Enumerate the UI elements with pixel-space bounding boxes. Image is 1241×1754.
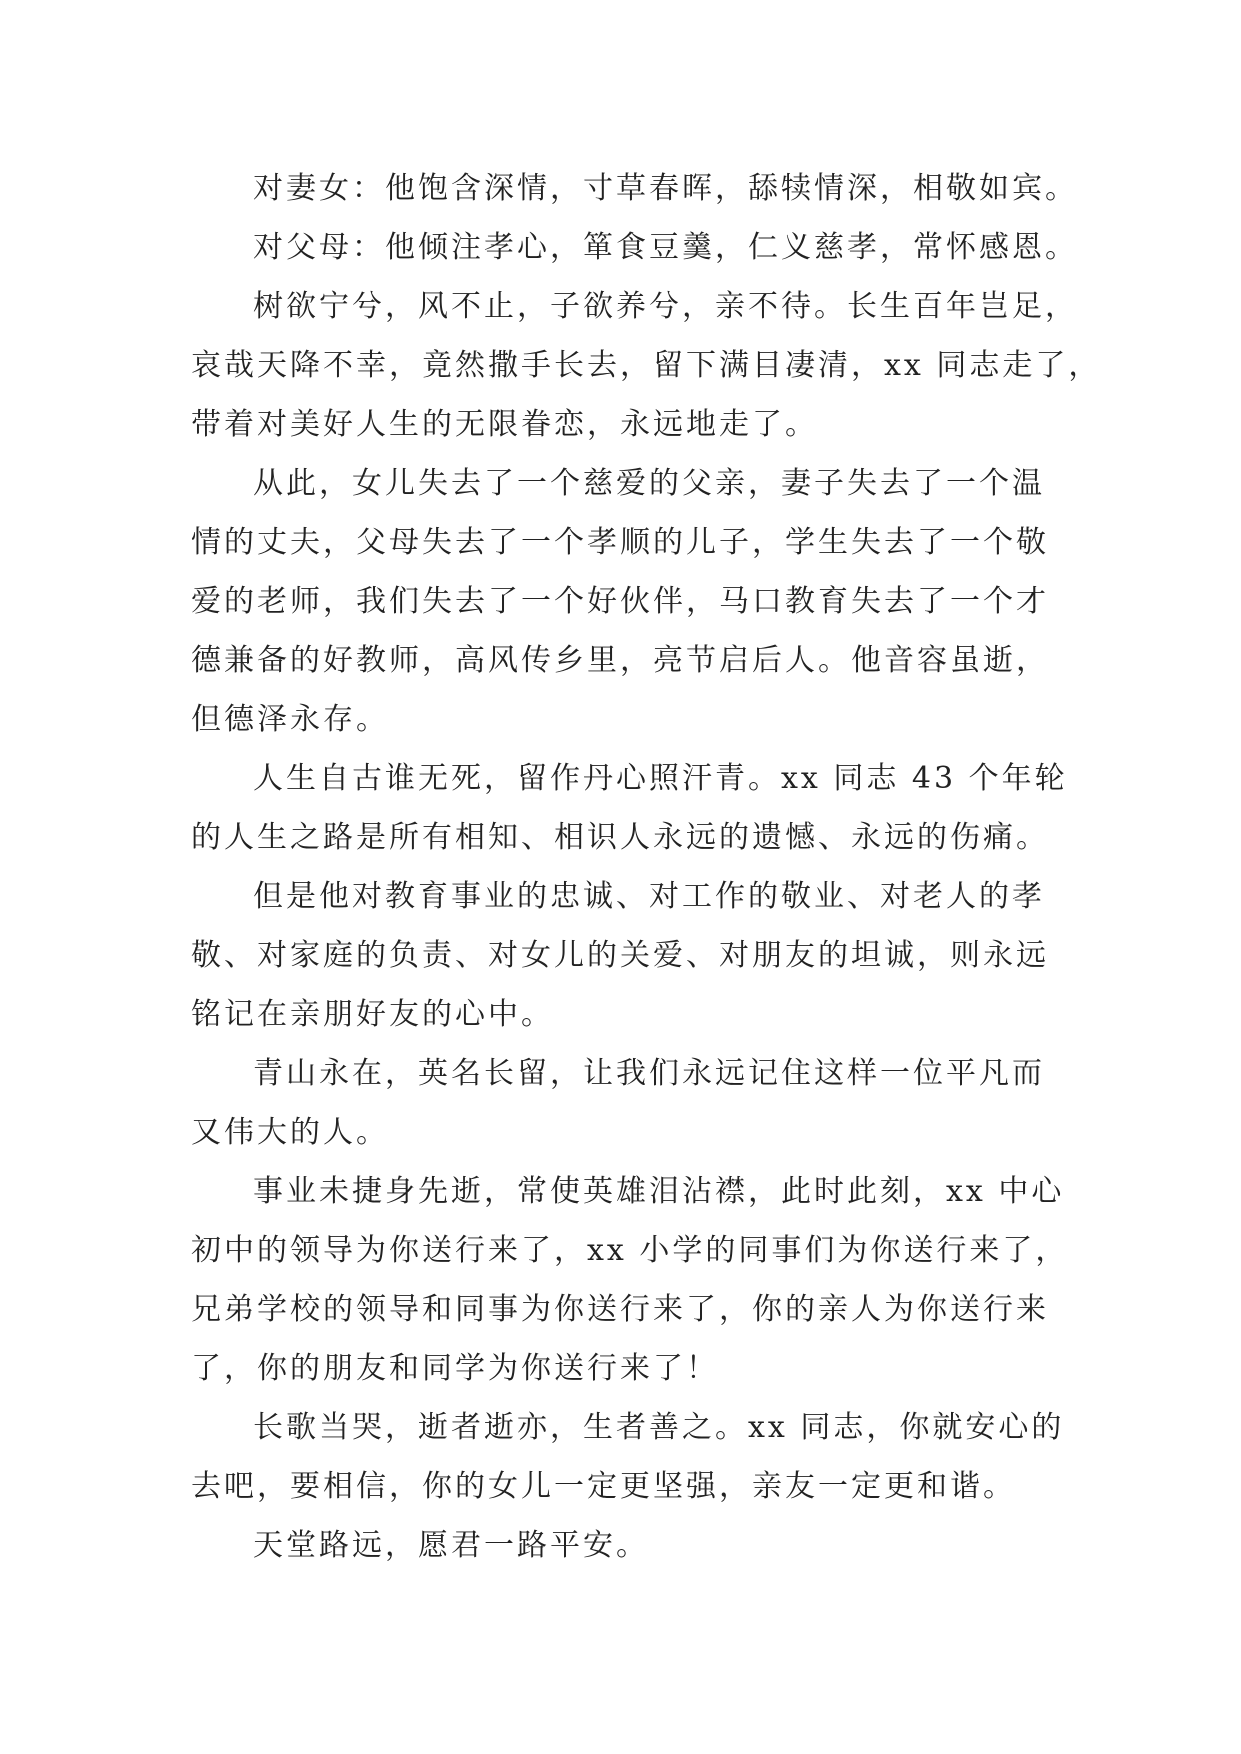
text-line: 德兼备的好教师，高风传乡里，亮节启后人。他音容虽逝， — [191, 643, 1049, 678]
paragraph-4 — [191, 454, 1081, 749]
text-line: 人生自古谁无死，留作丹心照汗青。xx 同志 43 个年轮 — [253, 761, 1068, 796]
text-line: 哀哉天降不幸，竟然撒手长去，留下满目凄清，xx 同志走了， — [191, 348, 1102, 383]
paragraph-1 — [191, 159, 1081, 218]
document-body — [191, 159, 1102, 1575]
text-line: 但德泽永存。 — [191, 702, 389, 737]
text-line: 初中的领导为你送行来了，xx 小学的同事们为你送行来了， — [191, 1233, 1069, 1268]
text-line: 但是他对教育事业的忠诚、对工作的敬业、对老人的孝 — [253, 879, 1045, 914]
text-line: 敬、对家庭的负责、对女儿的关爱、对朋友的坦诚，则永远 — [191, 938, 1049, 973]
paragraph-2 — [191, 218, 1081, 277]
text-line: 长歌当哭，逝者逝亦，生者善之。xx 同志，你就安心的 — [253, 1410, 1065, 1445]
text-line: 又伟大的人。 — [191, 1115, 389, 1150]
paragraph-9 — [191, 1398, 1081, 1516]
text-line: 了，你的朋友和同学为你送行来了！ — [191, 1351, 719, 1386]
text-line: 兄弟学校的领导和同事为你送行来了，你的亲人为你送行来 — [191, 1292, 1049, 1327]
text-line: 天堂路远，愿君一路平安。 — [253, 1528, 649, 1563]
paragraph-3 — [191, 277, 1102, 454]
paragraph-10 — [191, 1516, 1081, 1575]
paragraph-6 — [191, 867, 1081, 1044]
paragraph-7 — [191, 1044, 1081, 1162]
text-line: 树欲宁兮，风不止，子欲养兮，亲不待。长生百年岂足， — [253, 289, 1078, 324]
text-line: 对妻女：他饱含深情，寸草春晖，舔犊情深，相敬如宾。 — [253, 171, 1078, 206]
text-line: 从此，女儿失去了一个慈爱的父亲，妻子失去了一个温 — [253, 466, 1045, 501]
text-line: 带着对美好人生的无限眷恋，永远地走了。 — [191, 407, 818, 442]
text-line: 对父母：他倾注孝心，箪食豆羹，仁义慈孝，常怀感恩。 — [253, 230, 1078, 265]
text-line: 的人生之路是所有相知、相识人永远的遗憾、永远的伤痛。 — [191, 820, 1049, 855]
text-line: 事业未捷身先逝，常使英雄泪沾襟，此时此刻，xx 中心 — [253, 1174, 1065, 1209]
text-line: 青山永在，英名长留，让我们永远记住这样一位平凡而 — [253, 1056, 1045, 1091]
text-line: 铭记在亲朋好友的心中。 — [191, 997, 554, 1032]
paragraph-5 — [191, 749, 1081, 867]
text-line: 去吧，要相信，你的女儿一定更坚强，亲友一定更和谐。 — [191, 1469, 1016, 1504]
text-line: 情的丈夫，父母失去了一个孝顺的儿子，学生失去了一个敬 — [191, 525, 1049, 560]
paragraph-8 — [191, 1162, 1081, 1398]
text-line: 爱的老师，我们失去了一个好伙伴，马口教育失去了一个才 — [191, 584, 1049, 619]
